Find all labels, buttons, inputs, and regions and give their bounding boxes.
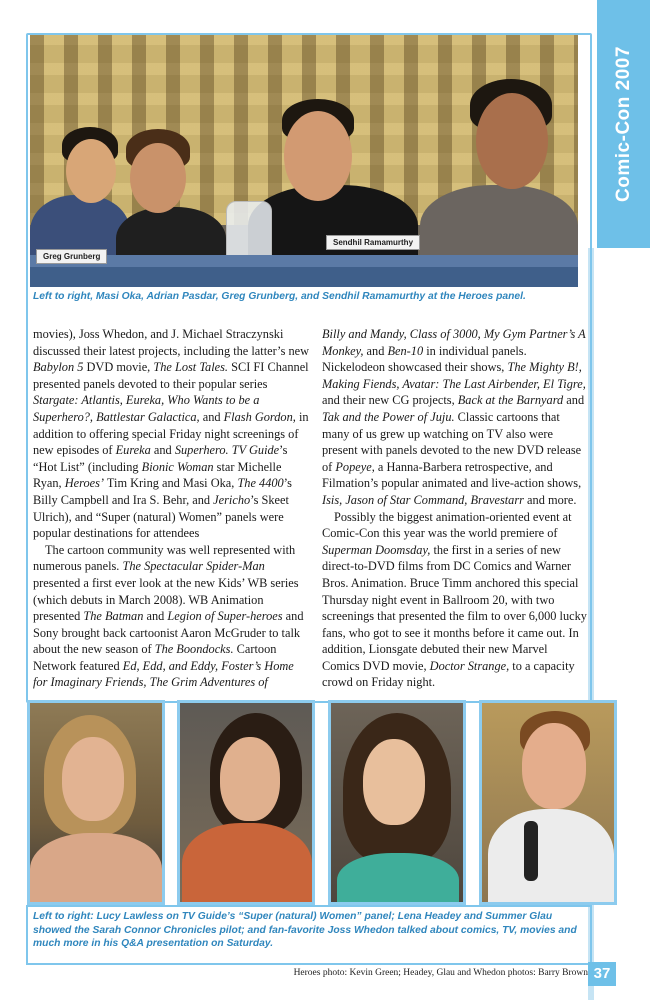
- text-run: ’s “Hot List” (including: [33, 443, 288, 474]
- text-run: star Michelle Ryan,: [33, 459, 282, 491]
- text-run: and: [199, 409, 224, 424]
- text-run: Superman Doomsday,: [322, 542, 431, 557]
- text-run: in addition to offering special Friday night screenings of new episodes of: [33, 409, 309, 458]
- article-paragraph: [322, 326, 588, 509]
- article-paragraph: [33, 326, 311, 542]
- panelist-face: [284, 111, 352, 201]
- nameplate-sendhil-ramamurthy: Sendhil Ramamurthy: [326, 235, 420, 250]
- panel-table: [30, 267, 578, 287]
- text-run: Back at the Barnyard: [457, 393, 564, 408]
- text-run: Flash Gordon,: [223, 409, 296, 424]
- text-run: Classic cartoons that many of us grew up watching on TV also were present with panels devoted to the new DVD release of: [322, 409, 582, 474]
- text-run: Eureka: [115, 443, 151, 458]
- text-run: The Spectacular Spider-Man: [122, 559, 265, 574]
- text-run: movies), Joss Whedon, and J. Michael Straczynski discussed their latest projects, including the latter’s new: [33, 327, 310, 358]
- text-run: Stargate: Atlantis, Eureka, Who Wants to be a Superhero?, Battlestar Galactica,: [33, 393, 260, 424]
- text-run: Ed, Edd, and Eddy, Foster’s Home for Imaginary Friends, The Grim Adventures of: [33, 658, 294, 690]
- photo-credits: Heroes photo: Kevin Green; Headey, Glau and Whedon photos: Barry Brown: [293, 968, 588, 978]
- text-run: Legion of Super-heroes: [167, 609, 283, 624]
- bottom-photos-caption: Left to right: Lucy Lawless on TV Guide’s “Super (natural) Women” panel; Lena Headey and Summer Glau showed the Sarah Connor Chronicles pilot; and fan-favorite Joss Whedon talked about comics, TV, movies and much more in his Q&A presentation on Saturday.: [33, 911, 577, 949]
- page-number: 37: [588, 962, 616, 986]
- text-run: Popeye: [335, 459, 372, 474]
- text-run: The 4400: [237, 476, 284, 491]
- text-run: presented a first ever look at the new Kids’ WB series (which debuts in March 2008). WB Animation presented: [33, 575, 299, 624]
- text-run: Billy and Mandy, Class of 3000, My Gym Partner’s A Monkey,: [322, 327, 586, 358]
- panelist-face: [476, 93, 548, 189]
- text-run: , a Hanna-Barbera retrospective, and Filmation’s popular animated and live-action shows,: [322, 459, 582, 491]
- text-run: the first in a series of new direct-to-DVD films from DC Comics and Warner Bros. Animation. Bruce Timm anchored this special Thursday night event in Ballroom 20, with two screenings that presented the film to over 6,000 lucky fans, who got to see it months before it came out. In addition, Lionsgate debuted their new Marvel Comics DVD movie,: [322, 542, 587, 673]
- text-run: The cartoon community was well represented with numerous panels.: [33, 542, 296, 574]
- text-run: Babylon 5: [33, 360, 84, 375]
- text-run: ’s Skeet Ulrich), and “Super (natural) Women” panels were popular destinations for attendees: [33, 492, 289, 541]
- text-run: in individual panels. Nickelodeon showcased their shows,: [322, 343, 527, 375]
- text-run: Tim Kring and Masi Oka,: [104, 476, 238, 491]
- text-run: The Batman: [83, 609, 144, 624]
- text-run: The Boondocks.: [154, 642, 234, 657]
- section-tab: [597, 0, 650, 248]
- text-run: Heroes’: [64, 476, 105, 491]
- text-run: to a capacity crowd on Friday night.: [322, 658, 575, 690]
- article-paragraph: [322, 509, 588, 692]
- text-run: DVD movie,: [83, 360, 154, 375]
- section-tab-label: Comic-Con 2007: [612, 46, 634, 202]
- text-run: Possibly the biggest animation-oriented event at Comic-Con this year was the world premiere of: [322, 509, 572, 541]
- water-jar: [226, 201, 272, 261]
- photo-joss-whedon: [479, 700, 617, 905]
- panelist-face: [130, 143, 186, 213]
- article-paragraph: [33, 542, 311, 691]
- heroes-panel-photo: [30, 35, 578, 287]
- text-run: Isis, Jason of Star Command, Bravestarr: [322, 492, 524, 507]
- text-run: ’s Billy Campbell and Ira S. Behr, and: [33, 476, 292, 507]
- top-photo-caption: Left to right, Masi Oka, Adrian Pasdar, Greg Grunberg, and Sendhil Ramamurthy at the Heroes panel.: [33, 291, 526, 302]
- text-run: and: [143, 609, 168, 624]
- text-run: and more.: [523, 492, 577, 507]
- text-run: Superhero. TV Guide: [174, 443, 280, 458]
- text-run: Cartoon Network featured: [33, 642, 277, 673]
- text-run: and Sony brought back cartoonist Aaron McGruder to talk about the new season of: [33, 609, 304, 657]
- panelist-face: [66, 139, 116, 203]
- text-run: and: [150, 443, 175, 458]
- article-column-left: [33, 326, 311, 691]
- article-column-right: [322, 326, 588, 691]
- text-run: Ben-10: [387, 343, 424, 358]
- text-run: Bionic Woman: [141, 459, 214, 474]
- text-run: and: [363, 343, 388, 358]
- photo-summer-glau: [328, 700, 466, 905]
- text-run: and their new CG projects,: [322, 393, 458, 408]
- photo-lucy-lawless: [27, 700, 165, 905]
- nameplate-greg-grunberg: Greg Grunberg: [36, 249, 107, 264]
- photo-lena-headey: [177, 700, 315, 905]
- text-run: The Mighty B!, Making Fiends, Avatar: The Last Airbender, El Tigre,: [322, 360, 586, 391]
- text-run: Jericho: [213, 492, 251, 507]
- text-run: Doctor Strange,: [429, 658, 510, 673]
- text-run: Tak and the Power of Juju.: [322, 409, 455, 424]
- text-run: and: [563, 393, 585, 408]
- text-run: SCI FI Channel presented panels devoted to their popular series: [33, 360, 309, 391]
- text-run: The Lost Tales.: [153, 360, 229, 375]
